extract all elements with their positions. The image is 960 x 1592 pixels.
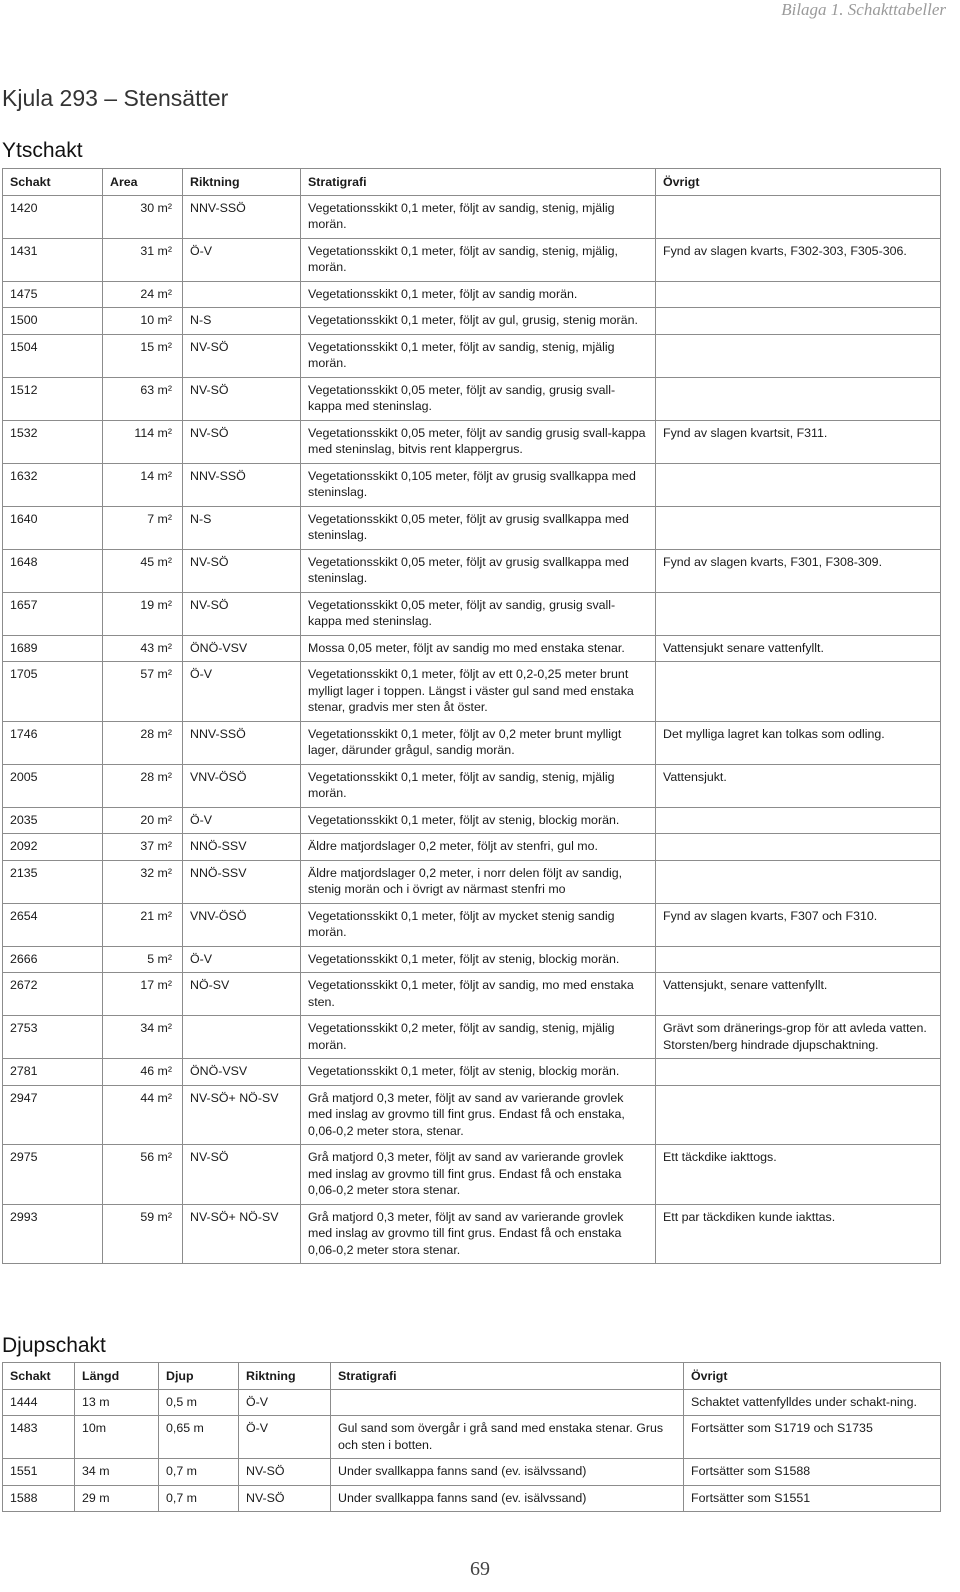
- table-row: [3, 973, 941, 1016]
- cell-ovrigt: Fortsätter som S1551: [684, 1485, 941, 1512]
- cell-ovrigt: Det mylliga lagret kan tolkas som odling.: [656, 721, 941, 764]
- cell-stratigrafi: Vegetationsskikt 0,1 meter, följt av sandig, stenig, mjälig morän.: [301, 334, 656, 377]
- cell-schakt: 2781: [3, 1059, 103, 1086]
- cell-area: 45 m²: [103, 549, 183, 592]
- cell-stratigrafi: Vegetationsskikt 0,05 meter, följt av sandig, grusig svall-kappa med steninslag.: [301, 377, 656, 420]
- cell-ovrigt: Schaktet vattenfylldes under schakt-ning.: [684, 1389, 941, 1416]
- cell-stratigrafi: Under svallkappa fanns sand (ev. isälvssand): [331, 1459, 684, 1486]
- cell-ovrigt: [656, 662, 941, 722]
- cell-stratigrafi: Vegetationsskikt 0,105 meter, följt av grusig svallkappa med steninslag.: [301, 463, 656, 506]
- cell-schakt: 1705: [3, 662, 103, 722]
- cell-riktning: NÖ-SV: [183, 973, 301, 1016]
- cell-stratigrafi: Vegetationsskikt 0,1 meter, följt av 0,2 meter brunt mylligt lager, därunder grågul, sandig morän.: [301, 721, 656, 764]
- cell-stratigrafi: [331, 1389, 684, 1416]
- cell-area: 21 m²: [103, 903, 183, 946]
- table-row: [3, 1459, 941, 1486]
- cell-riktning: Ö-V: [183, 807, 301, 834]
- cell-schakt: 2035: [3, 807, 103, 834]
- cell-stratigrafi: Vegetationsskikt 0,05 meter, följt av sandig, grusig svall-kappa med steninslag.: [301, 592, 656, 635]
- cell-stratigrafi: Vegetationsskikt 0,1 meter, följt av sandig morän.: [301, 281, 656, 308]
- cell-riktning: NV-SÖ: [239, 1459, 331, 1486]
- cell-ovrigt: Vattensjukt senare vattenfyllt.: [656, 635, 941, 662]
- cell-area: 46 m²: [103, 1059, 183, 1086]
- column-header-schakt: Schakt: [3, 169, 103, 196]
- cell-area: 14 m²: [103, 463, 183, 506]
- cell-riktning: Ö-V: [239, 1389, 331, 1416]
- cell-schakt: 2753: [3, 1016, 103, 1059]
- cell-ovrigt: Vattensjukt.: [656, 764, 941, 807]
- cell-schakt: 2975: [3, 1145, 103, 1205]
- cell-area: 59 m²: [103, 1204, 183, 1264]
- cell-riktning: NV-SÖ+ NÖ-SV: [183, 1204, 301, 1264]
- djupschakt-header-row: [3, 1363, 941, 1390]
- cell-djup: 0,65 m: [159, 1416, 239, 1459]
- column-header-schakt: Schakt: [3, 1363, 75, 1390]
- cell-area: 34 m²: [103, 1016, 183, 1059]
- table-row: [3, 764, 941, 807]
- column-header-area: Area: [103, 169, 183, 196]
- cell-area: 63 m²: [103, 377, 183, 420]
- table-row: [3, 834, 941, 861]
- cell-schakt: 1648: [3, 549, 103, 592]
- cell-riktning: VNV-ÖSÖ: [183, 764, 301, 807]
- cell-riktning: Ö-V: [239, 1416, 331, 1459]
- cell-langd: 10m: [75, 1416, 159, 1459]
- column-header-stratigrafi: Stratigrafi: [331, 1363, 684, 1390]
- cell-schakt: 1532: [3, 420, 103, 463]
- cell-riktning: ÖNÖ-VSV: [183, 1059, 301, 1086]
- cell-ovrigt: Fynd av slagen kvarts, F302-303, F305-306.: [656, 238, 941, 281]
- cell-langd: 29 m: [75, 1485, 159, 1512]
- cell-stratigrafi: Vegetationsskikt 0,1 meter, följt av stenig, blockig morän.: [301, 807, 656, 834]
- cell-riktning: ÖNÖ-VSV: [183, 635, 301, 662]
- cell-schakt: 2672: [3, 973, 103, 1016]
- cell-ovrigt: [656, 334, 941, 377]
- table-row: [3, 1389, 941, 1416]
- cell-area: 43 m²: [103, 635, 183, 662]
- cell-riktning: NV-SÖ+ NÖ-SV: [183, 1085, 301, 1145]
- cell-stratigrafi: Gul sand som övergår i grå sand med enstaka stenar. Grus och sten i botten.: [331, 1416, 684, 1459]
- cell-schakt: 1689: [3, 635, 103, 662]
- cell-riktning: NV-SÖ: [183, 377, 301, 420]
- cell-stratigrafi: Vegetationsskikt 0,1 meter, följt av sandig, mo med enstaka sten.: [301, 973, 656, 1016]
- cell-ovrigt: [656, 834, 941, 861]
- cell-schakt: 1632: [3, 463, 103, 506]
- cell-ovrigt: Fynd av slagen kvartsit, F311.: [656, 420, 941, 463]
- table-row: [3, 238, 941, 281]
- djupschakt-heading: Djupschakt: [2, 1334, 106, 1357]
- table-row: [3, 807, 941, 834]
- cell-area: 44 m²: [103, 1085, 183, 1145]
- cell-riktning: VNV-ÖSÖ: [183, 903, 301, 946]
- cell-stratigrafi: Vegetationsskikt 0,05 meter, följt av grusig svallkappa med steninslag.: [301, 549, 656, 592]
- cell-schakt: 2993: [3, 1204, 103, 1264]
- cell-area: 5 m²: [103, 946, 183, 973]
- table-row: [3, 860, 941, 903]
- cell-ovrigt: [656, 506, 941, 549]
- cell-riktning: N-S: [183, 308, 301, 335]
- table-row: [3, 549, 941, 592]
- table-row: [3, 946, 941, 973]
- cell-schakt: 1475: [3, 281, 103, 308]
- cell-stratigrafi: Vegetationsskikt 0,1 meter, följt av mycket stenig sandig morän.: [301, 903, 656, 946]
- table-row: [3, 420, 941, 463]
- cell-area: 20 m²: [103, 807, 183, 834]
- cell-ovrigt: Grävt som dränerings-grop för att avleda vatten. Storsten/berg hindrade djupschaktning.: [656, 1016, 941, 1059]
- cell-stratigrafi: Mossa 0,05 meter, följt av sandig mo med enstaka stenar.: [301, 635, 656, 662]
- cell-riktning: Ö-V: [183, 238, 301, 281]
- cell-stratigrafi: Grå matjord 0,3 meter, följt av sand av varierande grovlek med inslag av grovmo till fint grus. Endast få och enstaka 0,06-0,2 meter stora stenar.: [301, 1145, 656, 1205]
- cell-area: 15 m²: [103, 334, 183, 377]
- cell-stratigrafi: Äldre matjordslager 0,2 meter, följt av stenfri, gul mo.: [301, 834, 656, 861]
- table-row: [3, 903, 941, 946]
- column-header-langd: Längd: [75, 1363, 159, 1390]
- cell-ovrigt: Ett täckdike iakttogs.: [656, 1145, 941, 1205]
- cell-stratigrafi: Vegetationsskikt 0,1 meter, följt av ett 0,2-0,25 meter brunt mylligt lager i toppen. Längst i väster gul sand med enstaka stenar, gradvis mer sten åt öster.: [301, 662, 656, 722]
- page-number: 69: [470, 1558, 490, 1580]
- cell-stratigrafi: Grå matjord 0,3 meter, följt av sand av varierande grovlek med inslag av grovmo till fint grus. Endast få och enstaka, 0,06-0,2 meter stora, stenar.: [301, 1085, 656, 1145]
- cell-langd: 13 m: [75, 1389, 159, 1416]
- cell-stratigrafi: Vegetationsskikt 0,1 meter, följt av sandig, stenig, mjälig, morän.: [301, 238, 656, 281]
- table-row: [3, 308, 941, 335]
- cell-riktning: [183, 281, 301, 308]
- cell-ovrigt: Fynd av slagen kvarts, F301, F308-309.: [656, 549, 941, 592]
- cell-djup: 0,5 m: [159, 1389, 239, 1416]
- table-row: [3, 377, 941, 420]
- cell-ovrigt: [656, 463, 941, 506]
- cell-riktning: NNV-SSÖ: [183, 721, 301, 764]
- cell-area: 37 m²: [103, 834, 183, 861]
- table-row: [3, 1204, 941, 1264]
- cell-schakt: 1657: [3, 592, 103, 635]
- cell-area: 24 m²: [103, 281, 183, 308]
- table-row: [3, 592, 941, 635]
- cell-ovrigt: [656, 860, 941, 903]
- table-row: [3, 281, 941, 308]
- cell-stratigrafi: Vegetationsskikt 0,05 meter, följt av grusig svallkappa med steninslag.: [301, 506, 656, 549]
- cell-ovrigt: [656, 592, 941, 635]
- cell-riktning: NV-SÖ: [239, 1485, 331, 1512]
- cell-area: 28 m²: [103, 764, 183, 807]
- ytschakt-heading: Ytschakt: [2, 139, 83, 162]
- cell-schakt: 2135: [3, 860, 103, 903]
- cell-ovrigt: Fynd av slagen kvarts, F307 och F310.: [656, 903, 941, 946]
- column-header-riktning: Riktning: [239, 1363, 331, 1390]
- ytschakt-table: [2, 168, 941, 1264]
- cell-stratigrafi: Vegetationsskikt 0,1 meter, följt av stenig, blockig morän.: [301, 1059, 656, 1086]
- column-header-stratigrafi: Stratigrafi: [301, 169, 656, 196]
- cell-schakt: 2092: [3, 834, 103, 861]
- cell-area: 57 m²: [103, 662, 183, 722]
- cell-ovrigt: [656, 281, 941, 308]
- cell-riktning: Ö-V: [183, 946, 301, 973]
- table-row: [3, 463, 941, 506]
- column-header-ovrigt: Övrigt: [656, 169, 941, 196]
- cell-ovrigt: Ett par täckdiken kunde iakttas.: [656, 1204, 941, 1264]
- cell-schakt: 2947: [3, 1085, 103, 1145]
- cell-ovrigt: [656, 1085, 941, 1145]
- table-row: [3, 721, 941, 764]
- cell-stratigrafi: Vegetationsskikt 0,05 meter, följt av sandig grusig svall-kappa med steninslag, bitvis rent klappergrus.: [301, 420, 656, 463]
- cell-schakt: 1420: [3, 195, 103, 238]
- cell-riktning: NV-SÖ: [183, 420, 301, 463]
- cell-schakt: 2005: [3, 764, 103, 807]
- cell-riktning: NNV-SSÖ: [183, 463, 301, 506]
- cell-stratigrafi: Vegetationsskikt 0,1 meter, följt av gul, grusig, stenig morän.: [301, 308, 656, 335]
- cell-riktning: NV-SÖ: [183, 592, 301, 635]
- cell-stratigrafi: Vegetationsskikt 0,2 meter, följt av sandig, stenig, mjälig morän.: [301, 1016, 656, 1059]
- table-row: [3, 1485, 941, 1512]
- cell-schakt: 1483: [3, 1416, 75, 1459]
- cell-ovrigt: Vattensjukt, senare vattenfyllt.: [656, 973, 941, 1016]
- cell-ovrigt: [656, 377, 941, 420]
- document-title: Kjula 293 – Stensätter: [2, 85, 229, 111]
- column-header-djup: Djup: [159, 1363, 239, 1390]
- cell-riktning: NV-SÖ: [183, 549, 301, 592]
- cell-riktning: NV-SÖ: [183, 1145, 301, 1205]
- cell-stratigrafi: Vegetationsskikt 0,1 meter, följt av sandig, stenig, mjälig morän.: [301, 195, 656, 238]
- cell-schakt: 1500: [3, 308, 103, 335]
- cell-schakt: 1746: [3, 721, 103, 764]
- ytschakt-header-row: [3, 169, 941, 196]
- cell-riktning: NNÖ-SSV: [183, 860, 301, 903]
- cell-area: 7 m²: [103, 506, 183, 549]
- cell-area: 19 m²: [103, 592, 183, 635]
- cell-ovrigt: Fortsätter som S1588: [684, 1459, 941, 1486]
- cell-ovrigt: [656, 807, 941, 834]
- cell-stratigrafi: Äldre matjordslager 0,2 meter, i norr delen följt av sandig, stenig morän och i övrigt av närmast stenfri mo: [301, 860, 656, 903]
- cell-djup: 0,7 m: [159, 1485, 239, 1512]
- cell-stratigrafi: Vegetationsskikt 0,1 meter, följt av stenig, blockig morän.: [301, 946, 656, 973]
- column-header-ovrigt: Övrigt: [684, 1363, 941, 1390]
- cell-schakt: 1444: [3, 1389, 75, 1416]
- cell-schakt: 1551: [3, 1459, 75, 1486]
- cell-langd: 34 m: [75, 1459, 159, 1486]
- cell-ovrigt: [656, 1059, 941, 1086]
- column-header-riktning: Riktning: [183, 169, 301, 196]
- cell-riktning: NV-SÖ: [183, 334, 301, 377]
- cell-riktning: NNÖ-SSV: [183, 834, 301, 861]
- cell-stratigrafi: Vegetationsskikt 0,1 meter, följt av sandig, stenig, mjälig morän.: [301, 764, 656, 807]
- table-row: [3, 506, 941, 549]
- cell-schakt: 1504: [3, 334, 103, 377]
- cell-area: 30 m²: [103, 195, 183, 238]
- cell-area: 28 m²: [103, 721, 183, 764]
- cell-stratigrafi: Under svallkappa fanns sand (ev. isälvssand): [331, 1485, 684, 1512]
- djupschakt-table: [2, 1362, 941, 1512]
- cell-riktning: NNV-SSÖ: [183, 195, 301, 238]
- cell-djup: 0,7 m: [159, 1459, 239, 1486]
- table-row: [3, 635, 941, 662]
- cell-area: 31 m²: [103, 238, 183, 281]
- cell-area: 17 m²: [103, 973, 183, 1016]
- table-row: [3, 1145, 941, 1205]
- table-row: [3, 1416, 941, 1459]
- cell-ovrigt: [656, 946, 941, 973]
- cell-riktning: [183, 1016, 301, 1059]
- table-row: [3, 1016, 941, 1059]
- table-row: [3, 1085, 941, 1145]
- cell-schakt: 1431: [3, 238, 103, 281]
- table-row: [3, 662, 941, 722]
- table-row: [3, 334, 941, 377]
- cell-schakt: 2654: [3, 903, 103, 946]
- cell-area: 114 m²: [103, 420, 183, 463]
- cell-riktning: N-S: [183, 506, 301, 549]
- cell-schakt: 1640: [3, 506, 103, 549]
- cell-schakt: 1588: [3, 1485, 75, 1512]
- table-row: [3, 195, 941, 238]
- cell-stratigrafi: Grå matjord 0,3 meter, följt av sand av varierande grovlek med inslag av grovmo till fint grus. Endast få och enstaka 0,06-0,2 meter stora stenar.: [301, 1204, 656, 1264]
- cell-ovrigt: [656, 308, 941, 335]
- cell-ovrigt: Fortsätter som S1719 och S1735: [684, 1416, 941, 1459]
- cell-area: 10 m²: [103, 308, 183, 335]
- cell-area: 56 m²: [103, 1145, 183, 1205]
- table-row: [3, 1059, 941, 1086]
- cell-schakt: 1512: [3, 377, 103, 420]
- cell-schakt: 2666: [3, 946, 103, 973]
- cell-area: 32 m²: [103, 860, 183, 903]
- cell-riktning: Ö-V: [183, 662, 301, 722]
- cell-ovrigt: [656, 195, 941, 238]
- running-head: Bilaga 1. Schakttabeller: [781, 0, 946, 19]
